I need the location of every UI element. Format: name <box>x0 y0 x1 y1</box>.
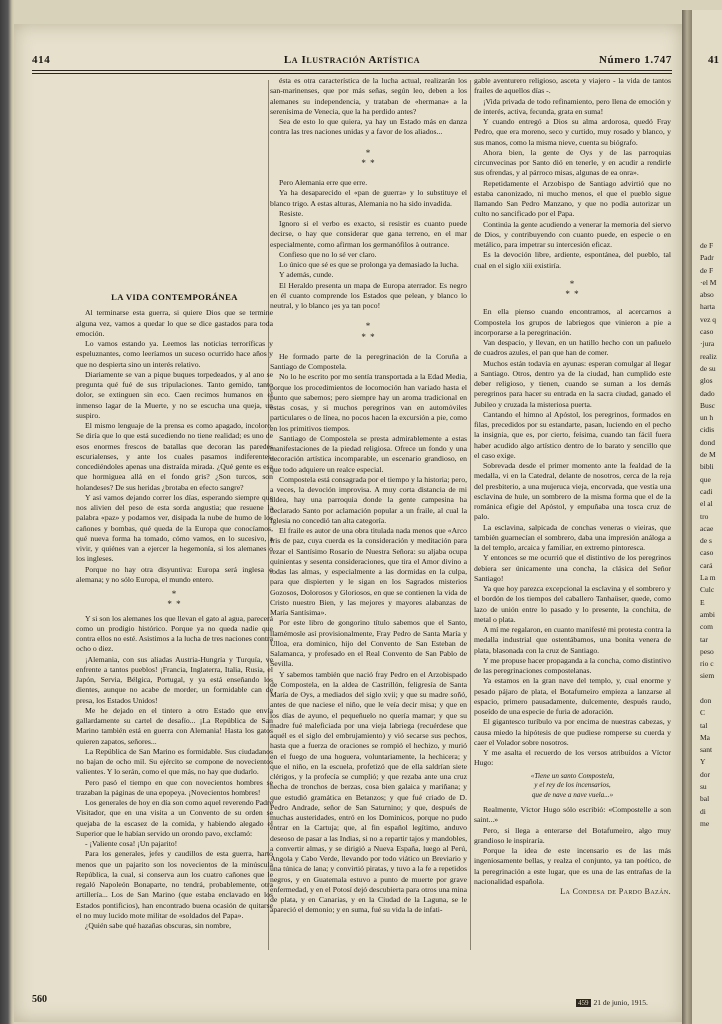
paragraph: Y entonces se me ocurrió que el distintivo de los peregrinos debiera ser únicamente una concha, la clásica del Señor Santiago! <box>474 553 671 583</box>
header-rule <box>32 70 672 74</box>
paragraph: Van despacio, y llevan, en un hatillo hecho con un pañuelo de cuadros azules, el pan que han de comer. <box>474 338 671 358</box>
paragraph: - ¡Valiente cosa! ¡Un pajarito! <box>85 839 178 848</box>
page-header <box>32 54 672 68</box>
next-page-fragments: de F Padr de F ·el M abso harta vez q caso ·jura realiz de su glos dado Busc un h cidis dond de M bibli que cadi el al tro acae de s caso cará La m Culc E ambi com tar peso rio c siem don C tal Ma sant Y dor su bal di me <box>700 241 717 828</box>
verse-quote <box>474 772 671 801</box>
paragraph: Compostela está consagrada por el tiempo y la historia; pero, a veces, la devoción improvisa. A muy corta distancia de mi aldea, hay una parroquia donde la gente campesina ha declarado Santo por aclamación popular a un fraile, al cual la Iglesia no concedió tan alta categoría. <box>270 474 467 525</box>
paragraph: Y me asalta el recuerdo de los versos atribuídos a Víctor Hugo: <box>474 748 671 768</box>
paragraph: Lo único que sé es que se prolonga ya demasiado la lucha. <box>279 260 459 269</box>
paragraph: Cantando el himno al Apóstol, los peregrinos, formados en filas, precedidos por su estandarte, pasan, luciendo en el pecho la insignia, que es, por cierto, feísima, cuando tan fácil fuera haber acudido algo artístico dentro de lo barato y sencillo que el caso exige. <box>474 409 671 460</box>
issue-date: 21 de junio, 1915. <box>593 998 648 1007</box>
paragraph: Para los generales, jefes y caudillos de esta guerra, harto menos que un pajarito son los novecientos de la minúscula República, la cual, si conserva aun los cuatro cañones que le regaló Napoleón Bonaparte, no tendrá, probablemente, otra artillería... Los de San Marino (que estaba enclavado en los Estados pontificios), han encontrado buena ocasión de quitarse el no muy lucido mote militar de «soldados del Papa». <box>76 849 273 920</box>
issue-number: Número 1.747 <box>599 54 672 66</box>
paragraph: No lo he escrito por mo sentía transportada a la Edad Media, porque los procedimientos de locomoción han variado hasta el punto que sabemos; pero siempre hay un aroma tradicional en estas cosas, y si muchos peregrinos van en automóviles particulares o de línea, no pocos hacen la excursión a pie, como en los primitivos tiempos. <box>270 372 467 433</box>
paragraph: ¡Vida privada de todo refinamiento, pero llena de emoción y de interés, activa, fecunda, grata en suma! <box>474 96 671 116</box>
paragraph: Es la devoción libre, ardiente, espontánea, del pueblo, tal cual en el siglo xiii existiría. <box>474 250 671 270</box>
paragraph: ésta es otra característica de la lucha actual, realizarán los san-marinenses, que por más señas, según leo, deben a los alemanes su independencia, y trataban de «hermana» a la serenísima de Venecia, que la ha perdido antes? <box>270 76 467 116</box>
paragraph: gable aventurero religioso, asceta y viajero - la vida de tantos frailes de aquellos días -. <box>474 76 671 96</box>
page-number-top: 414 <box>32 54 51 66</box>
paragraph: Y sabemos también que nació fray Pedro en el Arzobispado de Compostela, en la aldea de Castrillón, feligresía de Santa María de Oys, a mediados del siglo xvii; y que su madre soñó, antes de que naciese el niño, que le veía decir misa; y que en los días de ayuno, el pequeñuelo no quería mamar; y que su madre fué maleficiada por una vieja labriega (recuérdese que aquél es el siglo del embrujamiento) y vió secarse sus pechos, hasta que a fuerza de oraciones se rompió el hechizo, y murió en el fuego de una hoguera, voluntariamente, la hechicera; y que el niño, en la escuela, profetizó que de ella saldrían siete clérigos, y la profecía se cumplió; y que rezaba ante una cruz hecha de tronchos de berzas, cosa bien galaica y mariñana; y que estudió gramática en Betanzos; y que fué criado de D. Pedro Andrade, señor de San Saturnino; y que, después de muchas austeridades, entró en los Dominicos, porque no pudo entrar en la Cartuja; que, al fin español legítimo, anduvo deseoso de pasar a las Indias, si no a repartir tajos y mandobles, a convertir almas, y se dirigió a Nueva España, luego al Perú, Angola y Cabo Verde, llevando por todo viático un Breviario y una túnica de lana; y convirtió piratas, y tuvo a la fe a repetidos negros, y en Guatemala estuvo a punto de muerte por grave enfermedad, y en el Potosí dejó descubierta para otros una mina de plata, y en Canarias, y en la Ciudad de la Laguna, se le apareció el demonio; y en suma, fué su vida la de infati- <box>270 669 467 915</box>
paragraph: Y además, cunde. <box>279 270 334 280</box>
paragraph: Diariamente se van a pique buques torpedeados, y al ano se pregunta qué fué de sus tripulaciones. Tanto gemido, tanto dolor, se extinguen sin eco. Caen recimos humanos en el inmenso lagar de la Muerte, y no se escucha una queja, un suspiro. <box>76 369 273 420</box>
paragraph: Los generales de hoy en día son como aquel reverendo Padre Visitador, que en una visita a un Convento de su orden se quejaba de la escasez de la comida, y habiendo alegado el Superior que le habían servido un orondo pavo, exclamó: <box>76 798 273 838</box>
column-3 <box>474 76 671 897</box>
section-break-stars: * * * <box>361 321 376 342</box>
paragraph: He formado parte de la peregrinación de la Coruña a Santiago de Compostela. <box>270 351 467 371</box>
verse-line: y el rey de los incensarios, <box>534 781 611 789</box>
paragraph: Resiste. <box>279 208 304 218</box>
paragraph: Porque no hay otra disyuntiva: Europa será inglesa o alemana; y no sólo Europa, el mundo entero. <box>76 564 273 584</box>
paragraph: Me he dejado en el tintero a otro Estado que envía gallardamente su cartel de desafío... ¡La República de San Marino también está en guerra con Alemania! Hasta los gatos quieren zapatos, señores... <box>76 705 273 746</box>
article-heading: LA VIDA CONTEMPORÁNEA <box>111 292 238 302</box>
bottom-page-number: 560 <box>32 994 47 1005</box>
column-2 <box>270 76 467 916</box>
paragraph: Ignoro si el verbo es exacto, si resistir es cuanto puede decirse, o hay que considerar que gana terreno, en el mar especialmente, como afirman los germanófilos à outrance. <box>270 219 467 249</box>
section-break-stars: * * * <box>167 589 182 610</box>
gutter <box>682 10 692 1024</box>
paragraph: Por este libro de gongorino título sabemos que el Santo, llamémosle así provisionalmente, Fray Pedro de Santa María y Ulloa, era dominico, hijo del Convento de San Esteban de Salamanca, y profesado en el Real Convento de San Pablo de Sevilla. <box>270 618 467 669</box>
paragraph: El fraile es autor de una obra titulada nada menos que «Arco Iris de paz, cuya cuerda es la consideración y meditación para rezar el Santísimo Rosario de Nuestra Señora: su aljaba ocupa quinientas y sesenta consideraciones, que tira el Amor divino a todas las almas, y especialmente a las dormidas en la culpa, para que dispierten y le sigan en los Sagrados misterios Gozosos, Dolorosos y Gloriosos, en que se contienen la vida de Cristo nuestro Bien, y las mejores y mayores alabanzas de María Santísima». <box>270 526 467 617</box>
bottom-date <box>576 998 648 1007</box>
paragraph: Continúa la gente acudiendo a venerar la memoria del siervo de Dios, y contribuyendo con cuanto puede, en especie o en metálico, para impetrar su intercesión eficaz. <box>474 219 671 249</box>
column-1 <box>76 292 273 931</box>
column-separator <box>470 80 471 950</box>
paragraph: A mí me regalaron, en cuanto manifesté mi protesta contra la medalla industrial que ostentábamos, una bonita venera de plata, blasonada con la cruz de Santiago. <box>474 625 671 655</box>
verse-line: que de nave a nave vuela...» <box>531 790 614 799</box>
next-page-folio: 41 <box>708 54 719 66</box>
paragraph: Sobrevada desde el primer momento ante la fealdad de la medalla, vi en la Catedral, delante de nosotros, cerca de la reja del presbiterio, a una mujeruca vieja, encorvada, que vestía una esclavina de hule, un sombrero de la misma forma que el de la románica efigie del Apóstol, y empuñaba una tosca cruz de palo. <box>474 461 671 522</box>
section-break-stars: * * * <box>565 278 580 299</box>
next-page-edge <box>692 10 722 1024</box>
paragraph: ¿Quién sabe qué hazañas obscuras, sin nombre, <box>85 921 232 930</box>
paragraph: Lo vamos estando ya. Leemos las noticias terroríficas y espeluznantes, como leeríamos un suceso ocurrido hace años y que no despierta sino un interés relativo. <box>76 339 273 369</box>
paragraph: Y si son los alemanes los que llevan el gato al agua, parecerá como un prodigio histórico. Porque ya no queda nadie que contra ellos no esté. Asistimos a la lucha de tres naciones contra ocho o diez. <box>76 613 273 654</box>
paragraph: Y cuando entregó a Dios su alma ardorosa, quedó Fray Pedro, que era moreno, seco y curtido, muy rosado y blanco, y sus manos, como la misma nieve, cuenta su biógrafo. <box>474 117 671 147</box>
paragraph: Realmente, Víctor Hugo sólo escribió: «Compostelle a son saint...» <box>474 805 671 825</box>
paragraph: El mismo lenguaje de la prensa es como apagado, incoloro. Se diría que lo que está sucediendo no tiene realidad; es uno de esos enormes frescos de batallas que decoran las paredes escurialenses, y ante los cuales pasamos indiferentes, concediéndoles apenas una distraída mirada. ¿Qué gente es esa que hormiguea allá en el fondo gris? ¿Son turcos, son holandeses? De sus heridas ¿brotaba en efecto sangre? <box>76 421 273 492</box>
paragraph: La esclavina, salpicada de conchas veneras o vieiras, que también guarnecían el sombrero, daba una impresión análoga a la del templo, arcaica y familiar, en extremo pintoresca. <box>474 522 671 552</box>
archive-stamp: 459 <box>578 999 589 1007</box>
paragraph: Ya estamos en la gran nave del templo, y, cual enorme y pesado pájaro de plata, el Botafumeiro empieza a lanzarse al espacio, primero pausadamente, dulcemente, después raudo, poseído de una especie de furia de adoración. <box>474 676 671 716</box>
verse-line: «Tiene un santo Compostela, <box>530 771 615 780</box>
section-break-stars: * * * <box>361 147 376 168</box>
paragraph: Y me propuse hacer propaganda a la concha, como distintivo de las peregrinaciones compostelanas. <box>474 655 671 675</box>
paragraph: Pero Alemania erre que erre. <box>279 178 368 187</box>
paragraph: El Heraldo presenta un mapa de Europa aterrador. Es negro en él cuanto comprende los Estados que pelean, y blanco lo neutral, y lo blanco ¡es ya tan poco! <box>270 280 467 310</box>
author-signature: La Condesa de Pardo Bazán. <box>560 887 671 896</box>
paragraph: El gigantesco turíbulo va por encima de nuestras cabezas, y causa miedo la hipótesis de que pudiese romperse su cuerda y caer el Volador sobre nosotros. <box>474 717 671 747</box>
paragraph: Muchos están todavía en ayunas: esperan comulgar al llegar a Santiago. Otros, dentro ya de la ciudad, han cumplido este deber religioso, y tienen, cuando se suman a los demás peregrinos para hacer su entrada en la sacra ciudad, ganado el Jubileo y cruzada la misteriosa puerta. <box>474 358 671 409</box>
magazine-title: La Ilustración Artística <box>283 54 421 66</box>
paragraph: Ya que hoy parezca excepcional la esclavina y el sombrero y el bordón de los tiempos del caballero Tanhaüser, quede, como lazo de unión entre lo pasado y lo presente, la conchita, de metal o plata. <box>474 584 671 624</box>
paragraph: Pero, si llega a enterarse del Botafumeiro, algo muy grandioso le inspiraría. <box>474 825 671 845</box>
paragraph: Porque la idea de este incensario es de las más ingeniosamente bellas, y realza el conjunto, ya tan poético, de la peregrinación a este lugar, que es una de las entrañas de la nacionalidad española. <box>474 846 671 886</box>
paragraph: Repetidamente el Arzobispo de Santiago advirtió que no estaba canonizado, ni mucho menos, el que el pueblo sigue llamando San Pedro Manzano, y que no podía autorizar un culto no sancificado por el Papa. <box>474 178 671 219</box>
paragraph: Sea de esto lo que quiera, ya hay un Estado más en danza contra las tres naciones unidas y a favor de los aliados... <box>270 117 467 137</box>
paragraph: Pero pasó el tiempo en que con novecientos hombres se trazaban la páginas de una epopeya. ¡Novecientos hombres! <box>76 777 273 797</box>
paragraph: Ahora bien, la gente de Oys y de las parroquias circunvecinas por Santo dió en tenerle, y en acudir a rendirle sus ofrendas, y al párroco misas, algunas de ea onra». <box>474 147 671 178</box>
paragraph: En ella pienso cuando encontramos, al acercarnos a Compostela los grupos de labriegos que vinieron a pie a incorporarse a la peregrinación. <box>474 307 671 337</box>
paragraph: Santiago de Compostela se presta admirablemente a estas manifestaciones de la piedad religiosa. Ofrece un fondo y una decoración artística incomparable, un escenario grandioso, en que todo adquiere un realce especial. <box>270 433 467 474</box>
paragraph: Al terminarse esta guerra, si quiere Dios que se termine alguna vez, vamos a quedar lo que se dice gastados para toda emoción. <box>76 308 273 338</box>
paragraph: Confieso que no lo sé ver claro. <box>279 249 377 259</box>
paragraph: ¡Alemania, con sus aliadas Austria-Hungría y Turquía, ve enfrente a tantos pueblos! ¡Francia, Inglaterra, Italia, Rusia, el Japón, Servia, Bélgica, Portugal, y ya está enseñando los dientes, aunque no acabe de morder, un formidable can de presa, los Estados Unidos! <box>76 654 273 705</box>
paragraph: Y así vamos dejando correr los días, esperando siempre que nos alivien del peso de esta sorda angustia; que resuene la palabra «paz» y podamos ver, disipada la nube de humo de los cañones y bombas, qué queda de la Europa que conocíamos, qué nueva forma ha tomado, cómo vamos, en lo sucesivo, a vivir, y quiénes van a ejercer la hegemonía, si los alemanes o los ingleses. <box>76 492 273 564</box>
paragraph: La República de San Marino es formidable. Sus ciudadanos no bajan de ocho mil. Su ejército se compone de novecientos valientes. Y lo serán, como el que más, no hay que dudarlo. <box>76 746 273 777</box>
paragraph: Ya ha desaparecido el «pan de guerra» y lo substituye el blanco trigo. A estas alturas, Alemania no ha sido invadida. <box>270 188 467 208</box>
